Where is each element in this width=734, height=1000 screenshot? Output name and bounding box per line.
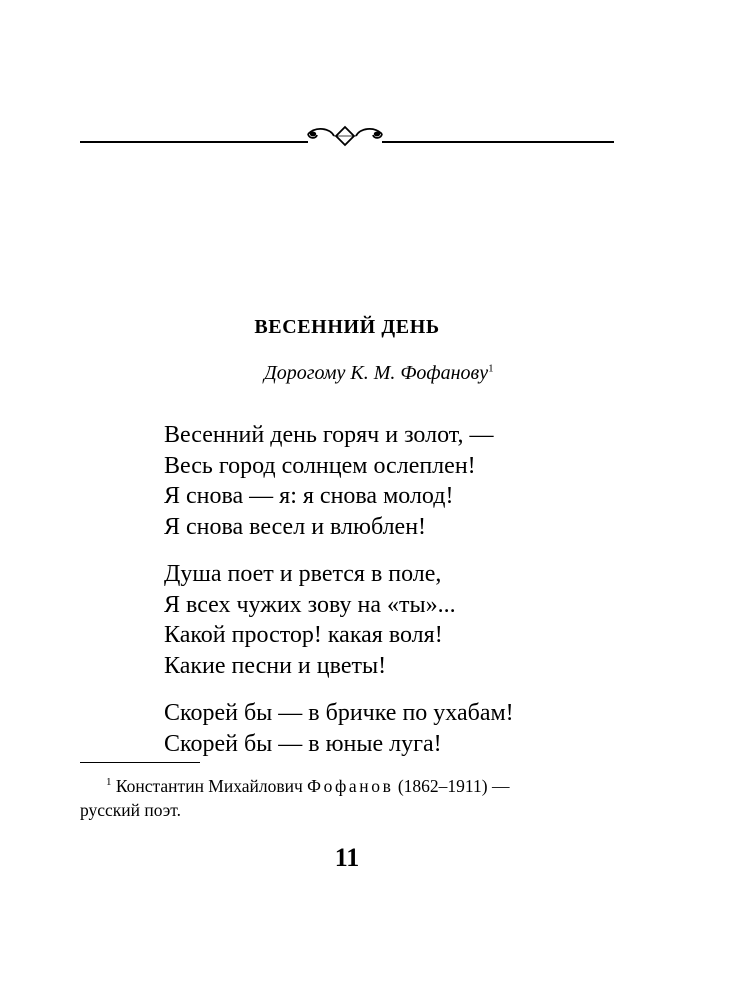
poem-body — [164, 420, 514, 776]
footnote — [80, 774, 620, 822]
poem-line: Скорей бы — в бричке по ухабам! — [164, 700, 514, 726]
footnote-name: Константин Михайлович — [115, 776, 303, 796]
stanza — [164, 420, 514, 542]
poem-line: Скорей бы — в юные луга! — [164, 730, 442, 757]
poem-line: Весь город солнцем ослеплен! — [164, 452, 476, 479]
poem-line: Какой простор! какая воля! — [164, 622, 443, 648]
poem-line: Я снова — я: я снова молод! — [164, 483, 454, 509]
poem-dedication — [264, 362, 494, 385]
header-rule-left — [80, 141, 308, 143]
dedication-footnote-marker: 1 — [488, 362, 494, 375]
stanza — [164, 559, 514, 681]
poem-line: Я снова весел и влюблен! — [164, 513, 427, 540]
dedication-text: Дорогому К. М. Фофанову — [264, 362, 489, 384]
poem-line: Какие песни и цветы! — [164, 652, 387, 679]
poem-line: Душа поет и рвется в поле, — [164, 561, 442, 587]
footnote-surname: Фофанов — [307, 776, 394, 796]
header-rule-right — [382, 141, 614, 143]
flourish-ornament-icon — [300, 118, 390, 154]
stanza — [164, 698, 514, 759]
footnote-dates: (1862–1911) — — [397, 776, 510, 796]
poem-title: ВЕСЕННИЙ ДЕНЬ — [254, 316, 440, 338]
footnote-continuation: русский поэт. — [80, 800, 181, 820]
footnote-marker: 1 — [106, 776, 112, 789]
poem-line: Я всех чужих зову на «ты»... — [164, 591, 456, 618]
page-number: 11 — [334, 843, 360, 872]
footnote-first-line — [80, 774, 620, 798]
footnote-separator — [80, 762, 200, 763]
poem-line: Весенний день горяч и золот, — — [164, 422, 494, 448]
